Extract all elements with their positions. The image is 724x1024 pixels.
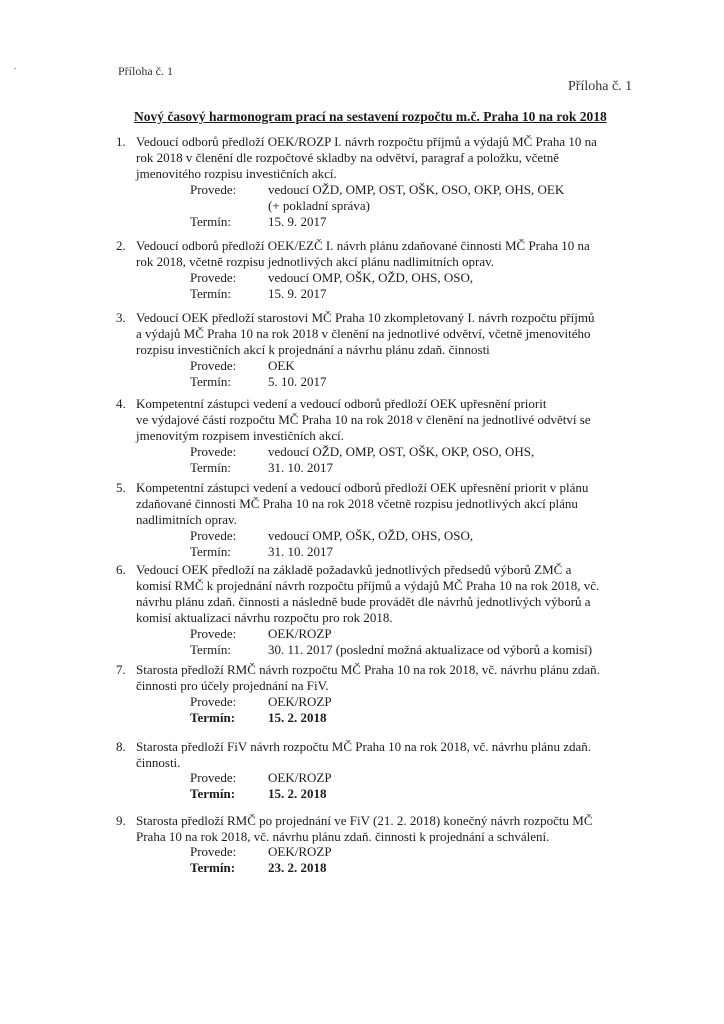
provede-value: OEK/ROZP bbox=[268, 844, 332, 859]
provede-label: Provede: bbox=[190, 844, 237, 859]
scan-speck bbox=[14, 68, 16, 69]
termin-label: Termín: bbox=[190, 286, 231, 301]
item-text-line: rok 2018 v členění dle rozpočtové skladby na odvětví, paragraf a položku, včetně bbox=[136, 150, 560, 165]
item-text-line: Starosta předloží RMČ po projednání ve FiV (21. 2. 2018) konečný návrh rozpočtu MČ bbox=[136, 813, 593, 828]
item-text-line: Starosta předloží FiV návrh rozpočtu MČ Praha 10 na rok 2018, vč. návrhu plánu zdaň. bbox=[136, 739, 592, 754]
document-title: Nový časový harmonogram prací na sestavení rozpočtu m.č. Praha 10 na rok 2018 bbox=[134, 109, 607, 124]
item-text-line: návrhu plánu zdaň. činnosti a následně bude provádět dle návrhů jednotlivých výborů a bbox=[136, 594, 591, 609]
provede-label: Provede: bbox=[190, 270, 237, 285]
provede-label: Provede: bbox=[190, 358, 237, 373]
provede-value: OEK bbox=[268, 358, 295, 373]
item-text-line: komisí aktualizaci návrhu rozpočtu pro rok 2018. bbox=[136, 610, 393, 625]
provede-label: Provede: bbox=[190, 182, 237, 197]
item-number: 6. bbox=[116, 562, 126, 577]
provede-label: Provede: bbox=[190, 626, 237, 641]
item-text-line: Vedoucí odborů předloží OEK/EZČ I. návrh plánu zdaňované činnosti MČ Praha 10 na bbox=[136, 238, 590, 253]
item-text-line: Starosta předloží RMČ návrh rozpočtu MČ Praha 10 na rok 2018, vč. návrhu plánu zdaň. bbox=[136, 662, 600, 677]
item-number: 5. bbox=[116, 480, 126, 495]
item-text-line: rok 2018, včetně rozpisu jednotlivých akcí plánu nadlimitních oprav. bbox=[136, 254, 495, 269]
item-text-line: zdaňované činnosti MČ Praha 10 na rok 2018 včetně rozpisu jednotlivých akcí plánu bbox=[136, 496, 578, 511]
item-text-line: činnosti. bbox=[136, 755, 181, 770]
item-text-line: rozpisu investičních akcí k projednání a návrhu plánu zdaň. činnosti bbox=[136, 342, 490, 357]
item-text-line: a výdajů MČ Praha 10 na rok 2018 v členění na jednotlivé odvětví, včetně jmenovitého bbox=[136, 326, 591, 341]
provede-value: OEK/ROZP bbox=[268, 626, 332, 641]
provede-label: Provede: bbox=[190, 444, 237, 459]
termin-value: 15. 9. 2017 bbox=[268, 214, 327, 229]
provede-value: vedoucí OŽD, OMP, OST, OŠK, OKP, OSO, OHS, bbox=[268, 444, 535, 459]
termin-label: Termín: bbox=[190, 544, 231, 559]
provede-value: vedoucí OMP, OŠK, OŽD, OHS, OSO, bbox=[268, 270, 474, 285]
termin-value: 5. 10. 2017 bbox=[268, 374, 327, 389]
item-text-line: Kompetentní zástupci vedení a vedoucí odborů předloží OEK upřesnění priorit bbox=[136, 396, 547, 411]
item-text-line: Kompetentní zástupci vedení a vedoucí odborů předloží OEK upřesnění priorit v plánu bbox=[136, 480, 589, 495]
item-text-line: Vedoucí OEK předloží starostovi MČ Praha 10 zkompletovaný I. návrh rozpočtu příjmů bbox=[136, 310, 595, 325]
provede-value: OEK/ROZP bbox=[268, 770, 332, 785]
termin-value: 31. 10. 2017 bbox=[268, 544, 333, 559]
termin-label: Termín: bbox=[190, 786, 236, 801]
termin-value: 30. 11. 2017 (poslední možná aktualizace od výborů a komisí) bbox=[268, 642, 593, 657]
provede-label: Provede: bbox=[190, 770, 237, 785]
termin-value: 23. 2. 2018 bbox=[268, 860, 327, 875]
item-number: 3. bbox=[116, 310, 126, 325]
item-text-line: jmenovitého rozpisu investičních akcí. bbox=[136, 166, 337, 181]
termin-label: Termín: bbox=[190, 642, 231, 657]
item-text-line: nadlimitních oprav. bbox=[136, 512, 237, 527]
termin-label: Termín: bbox=[190, 860, 236, 875]
provede-value: OEK/ROZP bbox=[268, 694, 332, 709]
termin-value: 15. 9. 2017 bbox=[268, 286, 327, 301]
item-number: 4. bbox=[116, 396, 126, 411]
item-text-line: jmenovitým rozpisem investičních akcí. bbox=[136, 428, 344, 443]
termin-value: 31. 10. 2017 bbox=[268, 460, 333, 475]
item-number: 1. bbox=[116, 134, 126, 149]
item-text-line: Vedoucí OEK předloží na základě požadavků jednotlivých předsedů výborů ZMČ a bbox=[136, 562, 572, 577]
provede-label: Provede: bbox=[190, 694, 237, 709]
item-number: 2. bbox=[116, 238, 126, 253]
attachment-label-small: Příloha č. 1 bbox=[118, 64, 173, 78]
provede-value: vedoucí OMP, OŠK, OŽD, OHS, OSO, bbox=[268, 528, 474, 543]
termin-label: Termín: bbox=[190, 710, 236, 725]
item-text-line: Praha 10 na rok 2018, vč. návrhu plánu zdaň. činnosti k projednání a schválení. bbox=[136, 829, 550, 844]
termin-label: Termín: bbox=[190, 374, 231, 389]
item-number: 9. bbox=[116, 813, 126, 828]
provede-label: Provede: bbox=[190, 528, 237, 543]
item-text-line: ve výdajové části rozpočtu MČ Praha 10 na rok 2018 v členění na jednotlivé odvětví se bbox=[136, 412, 591, 427]
item-text-line: činnosti pro účely projednání na FiV. bbox=[136, 678, 329, 693]
provede-value: vedoucí OŽD, OMP, OST, OŠK, OSO, OKP, OHS, OEK bbox=[268, 182, 565, 197]
termin-label: Termín: bbox=[190, 460, 231, 475]
item-number: 8. bbox=[116, 739, 126, 754]
item-number: 7. bbox=[116, 662, 126, 677]
item-text-line: komisí RMČ k projednání návrh rozpočtu příjmů a výdajů MČ Praha 10 na rok 2018, vč. bbox=[136, 578, 600, 593]
termin-value: 15. 2. 2018 bbox=[268, 710, 327, 725]
attachment-label-right: Příloha č. 1 bbox=[568, 79, 633, 94]
termin-value: 15. 2. 2018 bbox=[268, 786, 327, 801]
provede-extra: (+ pokladní správa) bbox=[268, 198, 370, 213]
termin-label: Termín: bbox=[190, 214, 231, 229]
item-text-line: Vedoucí odborů předloží OEK/ROZP I. návrh rozpočtu příjmů a výdajů MČ Praha 10 na bbox=[136, 134, 597, 149]
